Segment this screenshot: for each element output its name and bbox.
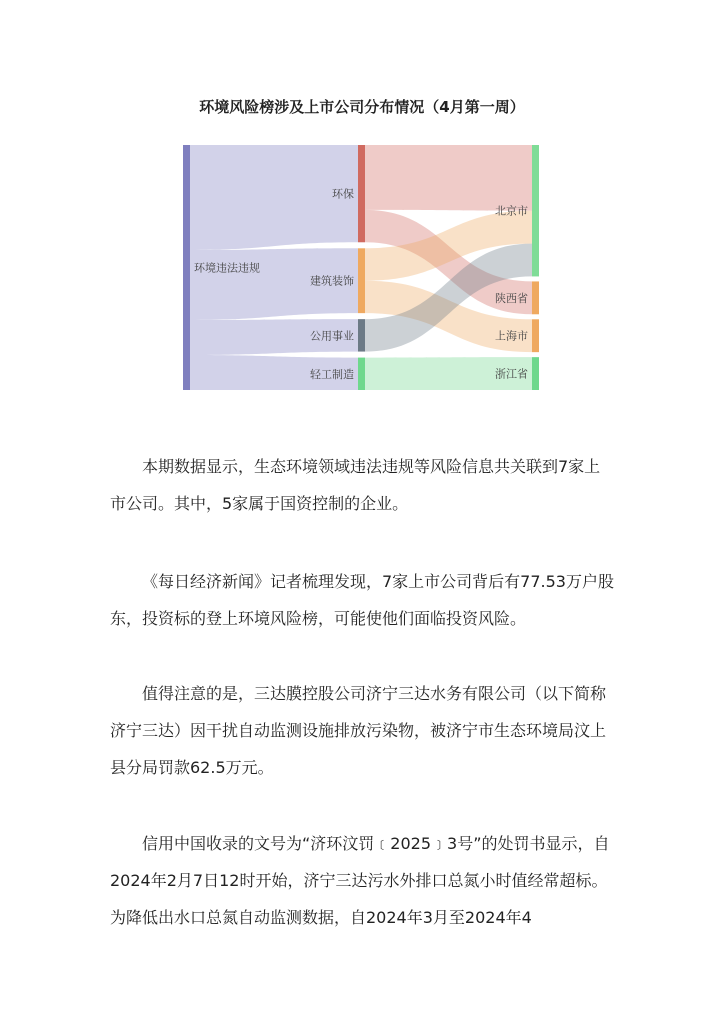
sankey-node-上海市 [532, 319, 539, 352]
body-paragraph-3: 值得注意的是，三达膜控股公司济宁三达水务有限公司（以下简称济宁三达）因干扰自动监测设施排放污染物，被济宁市生态环境局汶上县分局罚款62.5万元。 [110, 684, 607, 777]
sankey-node-label: 陕西省 [495, 291, 528, 305]
sankey-node-label: 轻工制造 [310, 367, 354, 381]
sankey-node-陕西省 [532, 281, 539, 314]
sankey-node-label: 环保 [332, 187, 354, 201]
sankey-node-label: 浙江省 [495, 367, 528, 381]
body-paragraph-4: 信用中国收录的文号为“济环汶罚﹝2025﹞3号”的处罚书显示，自2024年2月7日12时开始，济宁三达污水外排口总氮小时值经常超标。为降低出水口总氮自动监测数据，自2024年3月至2024年4 [110, 834, 610, 927]
sankey-link-环保-北京市 [365, 145, 532, 211]
body-paragraph-1: 本期数据显示，生态环境领域违法违规等风险信息共关联到7家上市公司。其中，5家属于国资控制的企业。 [110, 457, 601, 513]
body-paragraph-2: 《每日经济新闻》记者梳理发现，7家上市公司背后有77.53万户股东，投资标的登上环境风险榜，可能使他们面临投资风险。 [110, 572, 614, 628]
sankey-node-label: 建筑装饰 [310, 274, 354, 288]
sankey-node-建筑装饰 [358, 248, 365, 313]
sankey-node-环保 [358, 145, 365, 242]
sankey-node-环境违法违规 [183, 145, 190, 390]
sankey-node-label: 环境违法违规 [194, 261, 260, 275]
sankey-node-浙江省 [532, 357, 539, 390]
sankey-node-label: 公用事业 [310, 329, 354, 343]
sankey-node-label: 北京市 [495, 204, 528, 218]
sankey-node-北京市 [532, 145, 539, 276]
sankey-node-label: 上海市 [495, 329, 528, 343]
sankey-chart [0, 0, 724, 420]
sankey-node-轻工制造 [358, 358, 365, 390]
sankey-node-公用事业 [358, 319, 365, 351]
chart-title: 环境风险榜涉及上市公司分布情况（4月第一周） [199, 98, 525, 116]
